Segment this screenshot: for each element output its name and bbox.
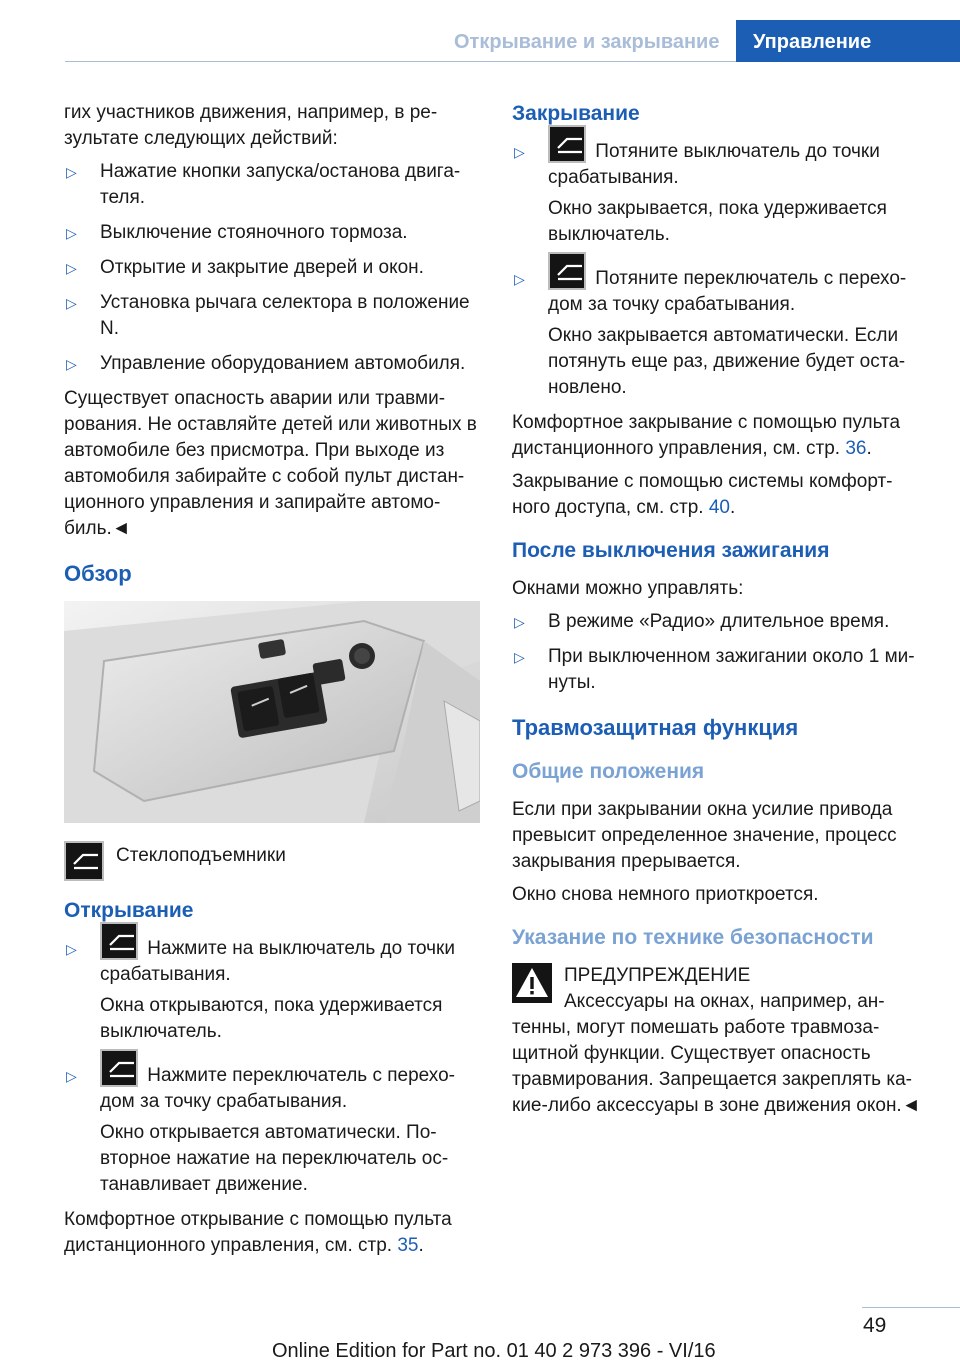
footer-divider	[862, 1307, 960, 1308]
triangle-right-icon: ▷	[66, 225, 77, 241]
warning-triangle-icon	[512, 963, 552, 1003]
edition-note: Online Edition for Part no. 01 40 2 973 396 - VI/16	[272, 1340, 716, 1362]
list-item: ▷ При выключенном зажигании около 1 ми-нуты.	[514, 646, 915, 693]
triangle-right-icon: ▷	[514, 614, 525, 630]
comfort-close-remote-paragraph: Комфортное закрывание с помощью пульта дистанционного управления, см. стр. 36.	[512, 412, 901, 459]
triangle-right-icon: ▷	[66, 295, 77, 311]
list-item: ▷ В режиме «Радио» длительное время.	[512, 609, 928, 635]
after-ignition-intro: Окнами можно управлять:	[512, 578, 744, 599]
list-item: ▷ Потяните выключатель до точки срабатывания. Окно закрывается, пока удерживается выключатель.	[512, 139, 928, 248]
section-title: Открывание и закрывание	[454, 31, 720, 53]
window-switch-icon	[64, 841, 104, 881]
after-ignition-heading: После выключения зажигания	[512, 539, 830, 562]
triangle-right-icon: ▷	[514, 144, 525, 160]
left-column	[64, 100, 480, 1266]
list-item: ▷ Выключение стояночного тормоза.	[64, 220, 480, 246]
page-link[interactable]: 40	[708, 497, 730, 518]
header-divider	[65, 61, 736, 62]
warning-paragraph: Существует опасность аварии или травми-рования. Не оставляйте детей или животных в автомобиле без присмотра. При выходе из автомобиля забирайте с собой пульт дистан-ционного управления и запирайте автомо-биль.◄	[64, 388, 477, 539]
general-heading: Общие положения	[512, 760, 705, 783]
list-item: ▷ Нажатие кнопки запуска/останова двига-теля.	[66, 161, 461, 208]
opening-heading: Открывание	[64, 899, 194, 922]
page-header	[0, 0, 960, 62]
list-item: ▷ Нажмите переключатель с перехо-дом за точку срабатывания. Окно открывается автоматически. По-вторное нажатие на переключатель ос-танавливает движение.	[64, 1063, 480, 1198]
general-paragraph-2: Окно снова немного приоткроется.	[512, 884, 819, 905]
safety-heading: Указание по технике безопасности	[512, 926, 874, 949]
list-item: ▷ Открытие и закрытие дверей и окон.	[64, 255, 480, 281]
general-paragraph-1: Если при закрывании окна усилие привода превысит определенное значение, процесс закрывания прерывается.	[512, 799, 897, 872]
chapter-title: Управление	[753, 31, 872, 53]
warning-text: Аксессуары на окнах, например, ан-тенны, могут помешать работе травмоза-щитной функции. Существует опасность травмирования. Запрещается закреплять ка-кие-либо аксессуары в зоне движения окон.◄	[512, 991, 921, 1116]
warning-block	[512, 963, 928, 1007]
photo-caption: Стеклоподъемники	[64, 841, 480, 881]
triangle-right-icon: ▷	[66, 260, 77, 276]
window-switch-icon	[100, 1049, 138, 1087]
triangle-right-icon: ▷	[514, 649, 525, 665]
triangle-right-icon: ▷	[66, 164, 77, 180]
list-item: ▷ Потяните переключатель с перехо-дом за точку срабатывания. Окно закрывается автоматически. Если потянуть еще раз, движение будет оста-новлено.	[512, 266, 928, 401]
window-switch-icon	[548, 252, 586, 290]
window-switch-icon	[548, 125, 586, 163]
overview-heading: Обзор	[64, 561, 132, 586]
list-item: ▷ Управление оборудованием автомобиля.	[64, 351, 480, 377]
pinch-protection-heading: Травмозащитная функция	[512, 715, 799, 740]
list-item: ▷ Установка рычага селектора в положение N.	[66, 292, 470, 339]
triangle-right-icon: ▷	[66, 941, 77, 957]
right-column	[512, 100, 928, 1126]
page-link[interactable]: 35	[397, 1235, 419, 1256]
window-switch-icon	[100, 922, 138, 960]
closing-heading: Закрывание	[512, 102, 640, 125]
triangle-right-icon: ▷	[514, 271, 525, 287]
page-link[interactable]: 36	[845, 438, 867, 459]
comfort-close-access-paragraph: Закрывание с помощью системы комфорт-ного доступа, см. стр. 40.	[512, 471, 893, 518]
window-controls-photo	[64, 601, 480, 823]
page-footer	[0, 1290, 960, 1362]
list-item: ▷ Нажмите на выключатель до точки срабатывания. Окна открываются, пока удерживается выключатель.	[64, 936, 480, 1045]
triangle-right-icon: ▷	[66, 1068, 77, 1084]
triangle-right-icon: ▷	[66, 356, 77, 372]
warning-label: ПРЕДУПРЕЖДЕНИЕ	[564, 965, 751, 986]
chapter-tab	[736, 20, 960, 62]
intro-paragraph: гих участников движения, например, в ре-зультате следующих действий:	[64, 102, 438, 149]
page-number: 49	[863, 1314, 887, 1337]
comfort-open-paragraph: Комфортное открывание с помощью пульта дистанционного управления, см. стр. 35.	[64, 1209, 452, 1256]
